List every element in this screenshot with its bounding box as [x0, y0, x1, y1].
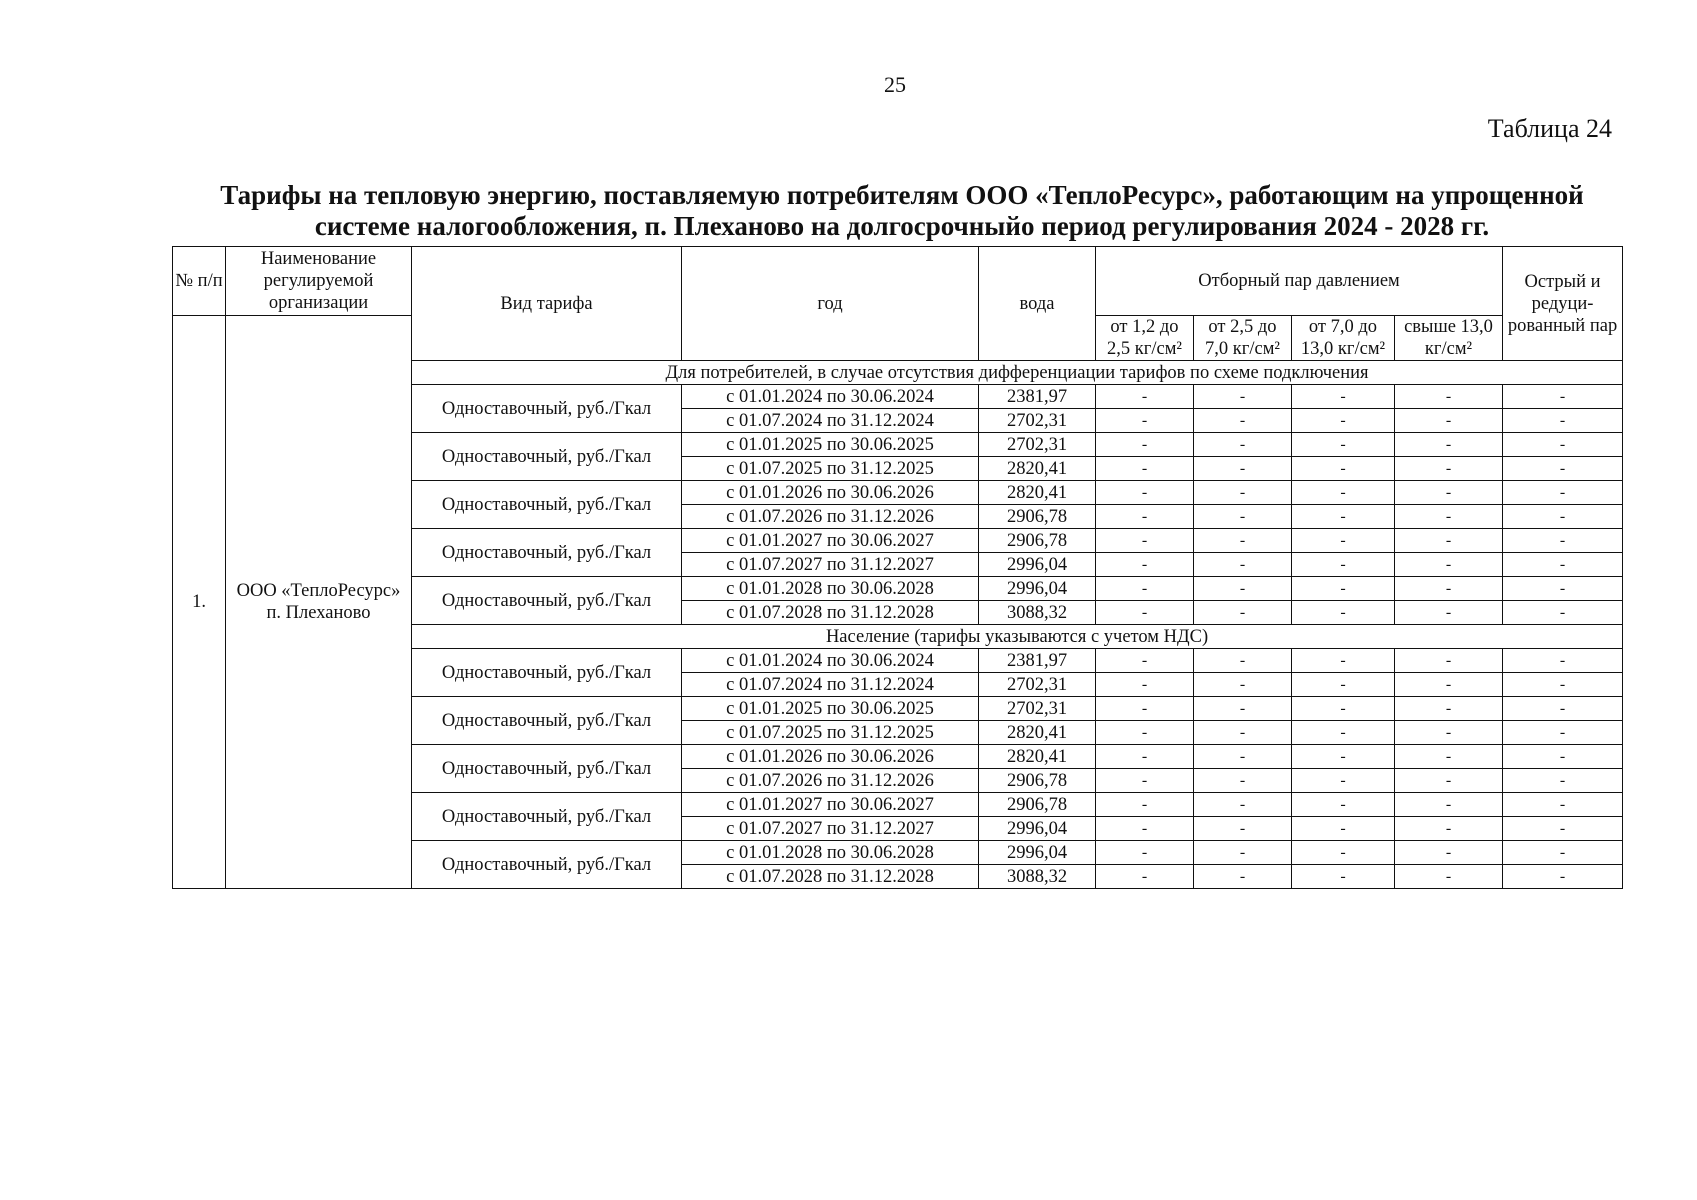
- period: с 01.01.2027 по 30.06.2027: [682, 793, 979, 817]
- empty-value: -: [1395, 865, 1503, 889]
- empty-value: -: [1395, 385, 1503, 409]
- empty-value: -: [1096, 865, 1194, 889]
- water-value: 2381,97: [979, 649, 1096, 673]
- empty-value: -: [1395, 505, 1503, 529]
- empty-value: -: [1194, 721, 1292, 745]
- empty-value: -: [1096, 697, 1194, 721]
- empty-value: -: [1096, 481, 1194, 505]
- empty-value: -: [1395, 601, 1503, 625]
- empty-value: -: [1395, 553, 1503, 577]
- empty-value: -: [1194, 697, 1292, 721]
- empty-value: -: [1292, 697, 1395, 721]
- empty-value: -: [1292, 721, 1395, 745]
- empty-value: -: [1096, 433, 1194, 457]
- empty-value: -: [1395, 433, 1503, 457]
- header-pressure-4: свыше 13,0 кг/см²: [1395, 316, 1503, 361]
- empty-value: -: [1194, 577, 1292, 601]
- org-name: ООО «ТеплоРесурс» п. Плеханово: [226, 316, 412, 889]
- header-year: год: [682, 247, 979, 361]
- water-value: 2996,04: [979, 577, 1096, 601]
- empty-value: -: [1503, 865, 1623, 889]
- empty-value: -: [1292, 793, 1395, 817]
- period: с 01.01.2024 по 30.06.2024: [682, 649, 979, 673]
- tariff-kind: Одноставочный, руб./Гкал: [412, 697, 682, 745]
- page-number: 25: [884, 72, 906, 97]
- period: с 01.07.2026 по 31.12.2026: [682, 769, 979, 793]
- period: с 01.01.2028 по 30.06.2028: [682, 841, 979, 865]
- table-label: Таблица 24: [1487, 114, 1612, 143]
- water-value: 2820,41: [979, 457, 1096, 481]
- water-value: 2381,97: [979, 385, 1096, 409]
- tariff-kind: Одноставочный, руб./Гкал: [412, 793, 682, 841]
- empty-value: -: [1292, 841, 1395, 865]
- period: с 01.01.2026 по 30.06.2026: [682, 481, 979, 505]
- empty-value: -: [1096, 385, 1194, 409]
- period: с 01.01.2025 по 30.06.2025: [682, 433, 979, 457]
- table-body: [173, 247, 1623, 889]
- empty-value: -: [1503, 553, 1623, 577]
- period: с 01.07.2027 по 31.12.2027: [682, 817, 979, 841]
- empty-value: -: [1096, 745, 1194, 769]
- period: с 01.07.2025 по 31.12.2025: [682, 721, 979, 745]
- empty-value: -: [1096, 505, 1194, 529]
- empty-value: -: [1096, 769, 1194, 793]
- section-title: Для потребителей, в случае отсутствия дифференциации тарифов по схеме подключения: [412, 361, 1623, 385]
- empty-value: -: [1395, 649, 1503, 673]
- empty-value: -: [1096, 577, 1194, 601]
- empty-value: -: [1503, 481, 1623, 505]
- empty-value: -: [1194, 769, 1292, 793]
- empty-value: -: [1292, 505, 1395, 529]
- empty-value: -: [1503, 601, 1623, 625]
- empty-value: -: [1292, 577, 1395, 601]
- empty-value: -: [1503, 577, 1623, 601]
- empty-value: -: [1503, 409, 1623, 433]
- tariff-kind: Одноставочный, руб./Гкал: [412, 649, 682, 697]
- empty-value: -: [1096, 841, 1194, 865]
- period: с 01.07.2026 по 31.12.2026: [682, 505, 979, 529]
- water-value: 2996,04: [979, 841, 1096, 865]
- empty-value: -: [1503, 433, 1623, 457]
- empty-value: -: [1292, 553, 1395, 577]
- water-value: 2820,41: [979, 721, 1096, 745]
- empty-value: -: [1292, 385, 1395, 409]
- row-number: 1.: [173, 316, 226, 889]
- empty-value: -: [1503, 841, 1623, 865]
- period: с 01.07.2027 по 31.12.2027: [682, 553, 979, 577]
- empty-value: -: [1292, 649, 1395, 673]
- empty-value: -: [1096, 649, 1194, 673]
- empty-value: -: [1194, 649, 1292, 673]
- empty-value: -: [1503, 457, 1623, 481]
- period: с 01.07.2028 по 31.12.2028: [682, 865, 979, 889]
- empty-value: -: [1292, 529, 1395, 553]
- tariff-kind: Одноставочный, руб./Гкал: [412, 481, 682, 529]
- header-row-1: [173, 247, 1623, 316]
- empty-value: -: [1503, 385, 1623, 409]
- empty-value: -: [1194, 553, 1292, 577]
- empty-value: -: [1503, 817, 1623, 841]
- header-sharp-steam: Острый и редуци-рованный пар: [1503, 247, 1623, 361]
- tariff-kind: Одноставочный, руб./Гкал: [412, 529, 682, 577]
- empty-value: -: [1395, 457, 1503, 481]
- empty-value: -: [1395, 577, 1503, 601]
- empty-value: -: [1395, 841, 1503, 865]
- header-steam-group: Отборный пар давлением: [1096, 247, 1503, 316]
- water-value: 2820,41: [979, 481, 1096, 505]
- empty-value: -: [1292, 745, 1395, 769]
- empty-value: -: [1503, 649, 1623, 673]
- header-org: Наименование регулируемой организации: [226, 247, 412, 316]
- title-line-1: Тарифы на тепловую энергию, поставляемую потребителям ООО «ТеплоРесурс», работающим на упрощенной: [220, 180, 1584, 210]
- empty-value: -: [1096, 721, 1194, 745]
- empty-value: -: [1395, 769, 1503, 793]
- empty-value: -: [1503, 769, 1623, 793]
- tariff-kind: Одноставочный, руб./Гкал: [412, 745, 682, 793]
- period: с 01.01.2028 по 30.06.2028: [682, 577, 979, 601]
- empty-value: -: [1395, 529, 1503, 553]
- empty-value: -: [1503, 673, 1623, 697]
- period: с 01.07.2025 по 31.12.2025: [682, 457, 979, 481]
- table-title: [172, 180, 1632, 242]
- empty-value: -: [1503, 721, 1623, 745]
- empty-value: -: [1292, 457, 1395, 481]
- header-num: № п/п: [173, 247, 226, 316]
- empty-value: -: [1194, 601, 1292, 625]
- empty-value: -: [1395, 817, 1503, 841]
- empty-value: -: [1292, 601, 1395, 625]
- empty-value: -: [1096, 409, 1194, 433]
- empty-value: -: [1096, 793, 1194, 817]
- water-value: 2702,31: [979, 697, 1096, 721]
- title-line-2: системе налогообложения, п. Плеханово на долгосрочныйо период регулирования 2024 - 2028 гг.: [314, 211, 1490, 241]
- empty-value: -: [1503, 505, 1623, 529]
- empty-value: -: [1395, 673, 1503, 697]
- water-value: 2906,78: [979, 769, 1096, 793]
- header-water: вода: [979, 247, 1096, 361]
- period: с 01.07.2024 по 31.12.2024: [682, 673, 979, 697]
- period: с 01.01.2027 по 30.06.2027: [682, 529, 979, 553]
- tariff-kind: Одноставочный, руб./Гкал: [412, 577, 682, 625]
- water-value: 2906,78: [979, 529, 1096, 553]
- empty-value: -: [1503, 529, 1623, 553]
- empty-value: -: [1292, 817, 1395, 841]
- water-value: 3088,32: [979, 865, 1096, 889]
- period: с 01.01.2024 по 30.06.2024: [682, 385, 979, 409]
- empty-value: -: [1096, 601, 1194, 625]
- water-value: 2820,41: [979, 745, 1096, 769]
- water-value: 3088,32: [979, 601, 1096, 625]
- header-pressure-3: от 7,0 до 13,0 кг/см²: [1292, 316, 1395, 361]
- empty-value: -: [1194, 529, 1292, 553]
- period: с 01.01.2025 по 30.06.2025: [682, 697, 979, 721]
- empty-value: -: [1096, 673, 1194, 697]
- water-value: 2996,04: [979, 817, 1096, 841]
- empty-value: -: [1395, 697, 1503, 721]
- empty-value: -: [1194, 433, 1292, 457]
- empty-value: -: [1503, 697, 1623, 721]
- empty-value: -: [1194, 841, 1292, 865]
- empty-value: -: [1096, 817, 1194, 841]
- empty-value: -: [1503, 745, 1623, 769]
- empty-value: -: [1194, 481, 1292, 505]
- empty-value: -: [1395, 793, 1503, 817]
- empty-value: -: [1194, 385, 1292, 409]
- tariff-table: [172, 246, 1623, 889]
- empty-value: -: [1096, 529, 1194, 553]
- water-value: 2702,31: [979, 673, 1096, 697]
- empty-value: -: [1292, 673, 1395, 697]
- water-value: 2906,78: [979, 505, 1096, 529]
- water-value: 2996,04: [979, 553, 1096, 577]
- water-value: 2702,31: [979, 433, 1096, 457]
- header-kind: Вид тарифа: [412, 247, 682, 361]
- empty-value: -: [1292, 769, 1395, 793]
- empty-value: -: [1096, 553, 1194, 577]
- header-pressure-2: от 2,5 до 7,0 кг/см²: [1194, 316, 1292, 361]
- empty-value: -: [1096, 457, 1194, 481]
- empty-value: -: [1395, 481, 1503, 505]
- empty-value: -: [1395, 409, 1503, 433]
- empty-value: -: [1503, 793, 1623, 817]
- empty-value: -: [1292, 481, 1395, 505]
- empty-value: -: [1292, 865, 1395, 889]
- empty-value: -: [1194, 817, 1292, 841]
- empty-value: -: [1194, 745, 1292, 769]
- tariff-kind: Одноставочный, руб./Гкал: [412, 433, 682, 481]
- empty-value: -: [1395, 745, 1503, 769]
- section-title: Население (тарифы указываются с учетом НДС): [412, 625, 1623, 649]
- tariff-kind: Одноставочный, руб./Гкал: [412, 841, 682, 889]
- tariff-kind: Одноставочный, руб./Гкал: [412, 385, 682, 433]
- water-value: 2702,31: [979, 409, 1096, 433]
- period: с 01.07.2028 по 31.12.2028: [682, 601, 979, 625]
- period: с 01.07.2024 по 31.12.2024: [682, 409, 979, 433]
- empty-value: -: [1194, 673, 1292, 697]
- empty-value: -: [1194, 865, 1292, 889]
- water-value: 2906,78: [979, 793, 1096, 817]
- header-pressure-1: от 1,2 до 2,5 кг/см²: [1096, 316, 1194, 361]
- empty-value: -: [1395, 721, 1503, 745]
- period: с 01.01.2026 по 30.06.2026: [682, 745, 979, 769]
- empty-value: -: [1194, 793, 1292, 817]
- empty-value: -: [1194, 457, 1292, 481]
- empty-value: -: [1292, 433, 1395, 457]
- empty-value: -: [1194, 409, 1292, 433]
- empty-value: -: [1194, 505, 1292, 529]
- empty-value: -: [1292, 409, 1395, 433]
